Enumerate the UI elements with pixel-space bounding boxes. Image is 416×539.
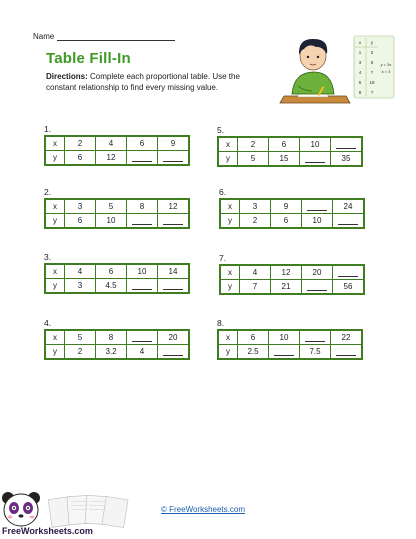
table-row-y	[220, 214, 364, 229]
answer-blank[interactable]	[158, 214, 190, 229]
problem-number: 5.	[217, 125, 225, 135]
row-label: x	[45, 199, 65, 214]
table-row-y	[218, 345, 362, 360]
answer-blank[interactable]	[333, 214, 365, 229]
table-cell: 8	[96, 330, 127, 345]
table-row-y	[45, 214, 189, 229]
problem-6	[219, 187, 365, 229]
table-cell: 10	[300, 137, 331, 152]
table-cell: 35	[331, 152, 363, 167]
row-label: x	[220, 265, 240, 280]
mini-table-header-y: y	[370, 40, 374, 45]
row-label: x	[45, 136, 65, 151]
table-row-x	[45, 199, 189, 214]
answer-blank[interactable]	[127, 279, 158, 294]
table-cell: 3	[65, 279, 96, 294]
table-cell: 10	[269, 330, 300, 345]
row-label: x	[45, 330, 65, 345]
mini-table-cell: ?	[370, 70, 374, 75]
table-cell: 3	[240, 199, 271, 214]
table-row-x	[218, 330, 362, 345]
mini-table-cell: 6	[370, 60, 374, 65]
table-cell: 12	[271, 265, 302, 280]
table-row-y	[45, 345, 189, 360]
table-row-x	[220, 199, 364, 214]
answer-blank[interactable]	[127, 151, 158, 166]
table-row-y	[45, 151, 189, 166]
row-label: y	[218, 152, 238, 167]
table-row-y	[45, 279, 189, 294]
blank-line	[307, 202, 327, 211]
blank-line	[274, 347, 294, 356]
answer-blank[interactable]	[158, 151, 190, 166]
problem-number: 1.	[44, 124, 52, 134]
table-cell: 10	[127, 264, 158, 279]
mini-table-cell: 1	[358, 50, 362, 55]
answer-blank[interactable]	[302, 280, 333, 295]
logo-text: FreeWorksheets.com	[2, 526, 93, 536]
mini-table-header-x: x	[358, 40, 362, 45]
shirt-shape	[292, 72, 334, 94]
blank-line	[305, 333, 325, 342]
row-label: x	[220, 199, 240, 214]
blank-line	[336, 347, 356, 356]
answer-blank[interactable]	[127, 330, 158, 345]
table-cell: 3.2	[96, 345, 127, 360]
proportion-table	[219, 198, 365, 229]
table-cell: 20	[158, 330, 190, 345]
problem-3	[44, 252, 190, 294]
answer-blank[interactable]	[331, 137, 363, 152]
table-cell: 6	[238, 330, 269, 345]
freeworksheets-logo	[0, 486, 150, 536]
problem-8	[217, 318, 363, 360]
problem-number: 6.	[219, 187, 227, 197]
table-row-x	[45, 330, 189, 345]
table-cell: 4	[65, 264, 96, 279]
table-cell: 2.5	[238, 345, 269, 360]
answer-blank[interactable]	[300, 330, 331, 345]
row-label: y	[45, 345, 65, 360]
mini-table-cell: 18	[369, 80, 375, 85]
blank-line	[338, 268, 358, 277]
row-label: x	[218, 137, 238, 152]
blank-line	[132, 281, 152, 290]
problem-2	[44, 187, 190, 229]
table-cell: 21	[271, 280, 302, 295]
table-cell: 4	[127, 345, 158, 360]
student-with-table-illustration	[276, 28, 396, 106]
table-cell: 12	[96, 151, 127, 166]
problem-4	[44, 318, 190, 360]
proportion-table	[217, 329, 363, 360]
blank-line	[163, 281, 183, 290]
blank-line	[163, 153, 183, 162]
panda-mascot-icon	[2, 492, 40, 526]
table-cell: 8	[127, 199, 158, 214]
proportion-table	[44, 135, 190, 166]
proportion-table	[44, 329, 190, 360]
row-label: x	[45, 264, 65, 279]
proportion-table	[219, 264, 365, 295]
table-cell: 9	[271, 199, 302, 214]
mini-formula-line-1: y = 3x	[380, 62, 392, 67]
answer-blank[interactable]	[333, 265, 365, 280]
table-cell: 2	[240, 214, 271, 229]
table-row-x	[218, 137, 362, 152]
row-label: y	[220, 214, 240, 229]
table-cell: 6	[65, 151, 96, 166]
table-row-x	[45, 264, 189, 279]
table-row-y	[218, 152, 362, 167]
problem-number: 8.	[217, 318, 225, 328]
mini-table-cell: ?	[370, 90, 374, 95]
table-cell: 15	[269, 152, 300, 167]
table-cell: 6	[269, 137, 300, 152]
table-cell: 6	[65, 214, 96, 229]
table-cell: 5	[238, 152, 269, 167]
table-cell: 3	[65, 199, 96, 214]
table-row-y	[220, 280, 364, 295]
table-cell: 22	[331, 330, 363, 345]
blank-line	[305, 154, 325, 163]
table-row-x	[220, 265, 364, 280]
table-cell: 14	[158, 264, 190, 279]
row-label: y	[220, 280, 240, 295]
blank-line	[132, 333, 152, 342]
row-label: y	[218, 345, 238, 360]
blank-line	[163, 347, 183, 356]
mini-table-cell: 4	[358, 70, 362, 75]
problem-number: 2.	[44, 187, 52, 197]
problem-1	[44, 124, 190, 166]
blank-line	[163, 216, 183, 225]
blank-line	[336, 140, 356, 149]
table-cell: 20	[302, 265, 333, 280]
table-cell: 7	[240, 280, 271, 295]
problem-number: 3.	[44, 252, 52, 262]
problem-number: 7.	[219, 253, 227, 263]
name-field-row	[33, 32, 175, 41]
problem-number: 4.	[44, 318, 52, 328]
copyright-link[interactable]: © FreeWorksheets.com	[161, 505, 245, 514]
row-label: x	[218, 330, 238, 345]
blank-line	[307, 282, 327, 291]
blank-line	[338, 216, 358, 225]
table-cell: 10	[96, 214, 127, 229]
worksheet-title: Table Fill-In	[46, 50, 131, 67]
mini-table-cell: 2	[370, 50, 374, 55]
worksheet-stack-icon	[48, 495, 128, 527]
table-cell: 2	[65, 345, 96, 360]
proportion-table	[44, 263, 190, 294]
table-cell: 56	[333, 280, 365, 295]
directions	[46, 71, 268, 93]
table-cell: 4	[96, 136, 127, 151]
table-cell: 5	[96, 199, 127, 214]
answer-blank[interactable]	[300, 152, 331, 167]
name-label: Name	[33, 32, 55, 41]
mini-formula-line-2: k = 3	[381, 69, 391, 74]
blank-line	[132, 153, 152, 162]
table-cell: 2	[238, 137, 269, 152]
name-line[interactable]	[57, 33, 175, 41]
row-label: y	[45, 214, 65, 229]
problem-7	[219, 253, 365, 295]
answer-blank[interactable]	[158, 279, 190, 294]
table-row-x	[45, 136, 189, 151]
table-cell: 10	[302, 214, 333, 229]
answer-blank[interactable]	[302, 199, 333, 214]
table-cell: 2	[65, 136, 96, 151]
blank-line	[132, 216, 152, 225]
table-cell: 6	[96, 264, 127, 279]
answer-blank[interactable]	[127, 214, 158, 229]
problem-5	[217, 125, 363, 167]
mini-table-cell: 8	[358, 90, 362, 95]
proportion-table	[44, 198, 190, 229]
proportion-table	[217, 136, 363, 167]
row-label: y	[45, 151, 65, 166]
answer-blank[interactable]	[158, 345, 190, 360]
table-cell: 4.5	[96, 279, 127, 294]
row-label: y	[45, 279, 65, 294]
table-cell: 12	[158, 199, 190, 214]
mini-table-cell: 3	[358, 60, 362, 65]
mini-table-cell: 6	[358, 80, 362, 85]
table-cell: 24	[333, 199, 365, 214]
table-cell: 6	[127, 136, 158, 151]
table-cell: 7.5	[300, 345, 331, 360]
table-cell: 4	[240, 265, 271, 280]
table-cell: 9	[158, 136, 190, 151]
table-cell: 5	[65, 330, 96, 345]
mini-table-card	[354, 36, 394, 98]
answer-blank[interactable]	[331, 345, 363, 360]
table-cell: 6	[271, 214, 302, 229]
directions-label: Directions:	[46, 72, 88, 81]
eye-right	[317, 56, 319, 58]
directions-text: Complete each proportional table. Use the constant relationship to find every missing value.	[46, 72, 240, 92]
answer-blank[interactable]	[269, 345, 300, 360]
eye-left	[307, 56, 309, 58]
